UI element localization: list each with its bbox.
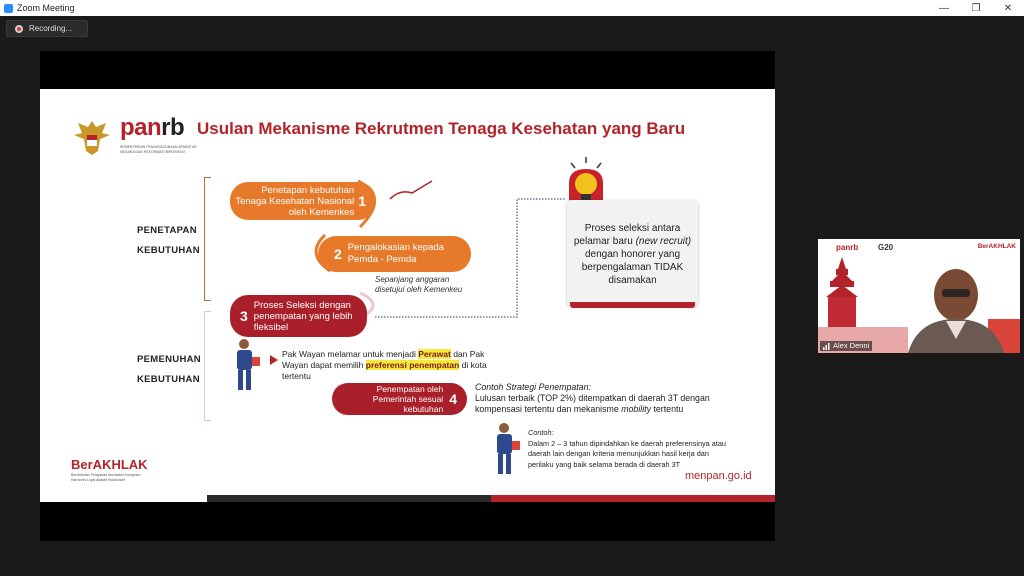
minimize-button[interactable]: — [939, 2, 949, 14]
signal-bars-icon [823, 343, 830, 350]
step-4-pill: Penempatan oleh Pemerintah sesuai kebutuhan 4 [332, 383, 467, 415]
selection-note-card: Proses seleksi antara pelamar baru (new recruit) dengan honorer yang berpengalaman TIDAK disamakan [567, 200, 698, 306]
window-titlebar [0, 0, 1024, 16]
man-illustration-2-icon [486, 421, 524, 477]
video-g20-logo: G20 [878, 243, 894, 252]
card-base-accent [570, 302, 695, 308]
recording-label: Recording... [29, 24, 73, 33]
step-3-pill: 3 Proses Seleksi dengan penempatan yang lebih fleksibel [230, 295, 367, 337]
slide-title: Usulan Mekanisme Rekrutmen Tenaga Kesehatan yang Baru [197, 119, 686, 138]
video-panrb-logo: panrb [836, 243, 859, 252]
step-4-number: 4 [449, 391, 457, 407]
footer-red-bar [491, 495, 775, 502]
zoom-app-icon [4, 4, 13, 13]
example-text: Contoh: Dalam 2 – 3 tahun dipindahkan ke daerah preferensinya atau daerah lain dengan kriteria menunjukkan hasil kerja dan perilaku yang baik selama berada di daerah 3T [528, 428, 726, 469]
berakhlak-subtitle: Berorientasi Pelayanan Akuntabel Kompeten Harmonis Loyal Adaptif Kolaboratif [71, 473, 141, 482]
step-3-number: 3 [240, 308, 248, 324]
section-pemenuhan-label: PEMENUHAN KEBUTUHAN [137, 354, 201, 385]
participant-name-tag: Alex Denni [820, 341, 872, 351]
website-url: menpan.go.id [685, 470, 752, 482]
video-berakhlak-logo: BerAKHLAK [977, 243, 1016, 250]
budget-note: Sepanjang anggaran disetujui oleh Kemenkeu [375, 275, 463, 294]
panrb-logo-subtitle: KEMENTERIAN PENDAYAGUNAAN APARATUR NEGARA DAN REFORMASI BIROKRASI [120, 145, 197, 154]
window-title: Zoom Meeting [17, 3, 75, 13]
restore-button[interactable]: ❐ [971, 2, 981, 14]
step-1-pill: Penetapan kebutuhan Tenaga Kesehatan Nasional oleh Kemenkes 1 [230, 182, 376, 220]
man-illustration-icon [226, 337, 264, 393]
berakhlak-logo: BerAKHLAK [71, 457, 148, 472]
panrb-logo: panrb [120, 114, 185, 141]
step-2-pill: 2 Pengalokasian kepada Pemda - Pemda [318, 236, 471, 272]
presentation-slide [40, 89, 775, 502]
step-2-number: 2 [334, 246, 342, 262]
close-button[interactable]: ✕ [1003, 2, 1013, 14]
footer-dark-bar [207, 495, 491, 502]
record-icon [15, 25, 23, 33]
recording-indicator[interactable] [6, 20, 88, 37]
step-1-number: 1 [358, 193, 366, 209]
temple-background [818, 239, 1020, 353]
section-penetapan-label: PENETAPAN KEBUTUHAN [137, 225, 200, 256]
wayan-description: Pak Wayan melamar untuk menjadi Perawat dan Pak Wayan dapat memilih preferensi penempatan di kota tertentu [282, 349, 487, 381]
placement-strategy: Contoh Strategi Penempatan: Lulusan terbaik (TOP 2%) ditempatkan di daerah 3T dengan kompensasi tertentu dan mekanisme mobility tertentu [475, 382, 710, 414]
participant-video-tile[interactable] [818, 239, 1020, 353]
